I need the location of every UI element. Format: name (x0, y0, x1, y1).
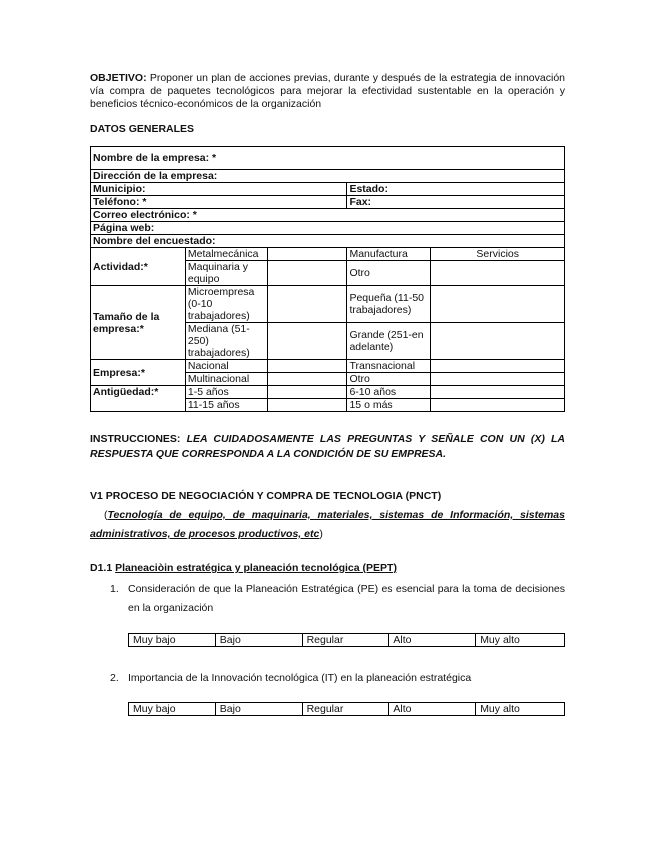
fax-field[interactable]: Fax: (347, 196, 565, 209)
scale-option-muy-alto[interactable]: Muy alto (476, 703, 565, 716)
age-checkbox[interactable] (431, 386, 565, 399)
datos-generales-heading: DATOS GENERALES (90, 123, 195, 135)
section-v1-subtitle: (Tecnología de equipo, de maquinaria, materiales, sistemas de Información, sistemas administrativos, de procesos productivos, etc) (90, 509, 565, 540)
instructions-text: LEA CUIDADOSAMENTE LAS PREGUNTAS Y SEÑALE CON UN (X) LA RESPUESTA QUE CORRESPONDA A LA CONDICIÓN DE SU EMPRESA. (90, 433, 565, 460)
size-label: Tamaño de la empresa:* (91, 286, 186, 360)
age-option: 11-15 años (185, 399, 267, 412)
size-option: Grande (251-en adelante) (347, 323, 431, 360)
section-v1-title: V1 PROCESO DE NEGOCIACIÓN Y COMPRA DE TECNOLOGIA (PNCT) (90, 490, 442, 502)
phone-field[interactable]: Teléfono: * (91, 196, 347, 209)
scale-option-muy-alto[interactable]: Muy alto (476, 634, 565, 647)
d11-prefix: D1.1 (90, 562, 113, 574)
company-type-checkbox[interactable] (431, 360, 565, 373)
activity-option: Manufactura (347, 248, 431, 261)
datos-generales-table (90, 146, 565, 412)
activity-option: Maquinaria y equipo (185, 261, 267, 286)
company-type-label: Empresa:* (91, 360, 186, 386)
scale-option-regular[interactable]: Regular (302, 634, 389, 647)
scale-option-regular[interactable]: Regular (302, 703, 389, 716)
age-option: 6-10 años (347, 386, 431, 399)
size-checkbox[interactable] (267, 323, 347, 360)
likert-scale-2 (128, 702, 565, 716)
age-checkbox[interactable] (431, 399, 565, 412)
size-option: Pequeña (11-50 trabajadores) (347, 286, 431, 323)
size-checkbox[interactable] (431, 323, 565, 360)
scale-option-bajo[interactable]: Bajo (215, 634, 302, 647)
size-option: Microempresa (0-10 trabajadores) (185, 286, 267, 323)
activity-option: Metalmecánica (185, 248, 267, 261)
question-body: Consideración de que la Planeación Estratégica (PE) es esencial para la toma de decisiones en la organización (128, 583, 565, 614)
question-1 (90, 580, 565, 618)
document-page (90, 72, 565, 716)
size-checkbox[interactable] (431, 286, 565, 323)
company-type-option: Multinacional (185, 373, 267, 386)
company-type-option: Nacional (185, 360, 267, 373)
company-type-checkbox[interactable] (267, 360, 347, 373)
website-field[interactable]: Página web: (91, 222, 565, 235)
state-field[interactable]: Estado: (347, 183, 565, 196)
company-type-checkbox[interactable] (431, 373, 565, 386)
d11-heading (90, 562, 565, 574)
company-type-option: Transnacional (347, 360, 431, 373)
question-number: 2. (110, 672, 119, 684)
question-text (110, 669, 565, 688)
likert-scale-1 (128, 633, 565, 647)
instructions-label: INSTRUCCIONES: (90, 433, 181, 445)
activity-checkbox[interactable] (431, 261, 565, 286)
company-type-option: Otro (347, 373, 431, 386)
question-body: Importancia de la Innovación tecnológica (IT) en la planeación estratégica (128, 672, 472, 684)
activity-option: Servicios (431, 248, 565, 261)
activity-checkbox[interactable] (267, 261, 347, 286)
size-checkbox[interactable] (267, 286, 347, 323)
instructions-paragraph (90, 432, 565, 462)
question-number: 1. (110, 583, 119, 595)
objective-paragraph (90, 72, 565, 111)
company-type-checkbox[interactable] (267, 373, 347, 386)
age-option: 1-5 años (185, 386, 267, 399)
municipality-field[interactable]: Municipio: (91, 183, 347, 196)
scale-option-muy-bajo[interactable]: Muy bajo (129, 703, 216, 716)
age-label: Antigüedad:* (91, 386, 186, 412)
scale-option-bajo[interactable]: Bajo (215, 703, 302, 716)
scale-option-alto[interactable]: Alto (389, 703, 476, 716)
respondent-field[interactable]: Nombre del encuestado: (91, 235, 565, 248)
age-option: 15 o más (347, 399, 431, 412)
question-2 (90, 669, 565, 688)
activity-checkbox[interactable] (267, 248, 347, 261)
email-field[interactable]: Correo electrónico: * (91, 209, 565, 222)
objective-text: Proponer un plan de acciones previas, durante y después de la estrategia de innovación vía compra de paquetes tecnológicos para mejorar la efectividad sustentable en la operación y beneficios técnico-económicos de la organización (90, 72, 565, 110)
age-checkbox[interactable] (267, 399, 347, 412)
question-text (110, 580, 565, 618)
activity-option: Otro (347, 261, 431, 286)
activity-label: Actividad:* (91, 248, 186, 286)
size-option: Mediana (51-250) trabajadores) (185, 323, 267, 360)
d11-title: Planeaciòin estratégica y planeación tecnológica (PEPT) (115, 562, 397, 574)
scale-option-muy-bajo[interactable]: Muy bajo (129, 634, 216, 647)
address-field[interactable]: Dirección de la empresa: (91, 170, 565, 183)
age-checkbox[interactable] (267, 386, 347, 399)
objective-label: OBJETIVO: (90, 72, 147, 84)
scale-option-alto[interactable]: Alto (389, 634, 476, 647)
section-v1-subtitle-text: Tecnología de equipo, de maquinaria, materiales, sistemas de Información, sistemas administrativos, de procesos productivos, etc (90, 509, 565, 540)
company-name-field[interactable]: Nombre de la empresa: * (91, 147, 565, 170)
